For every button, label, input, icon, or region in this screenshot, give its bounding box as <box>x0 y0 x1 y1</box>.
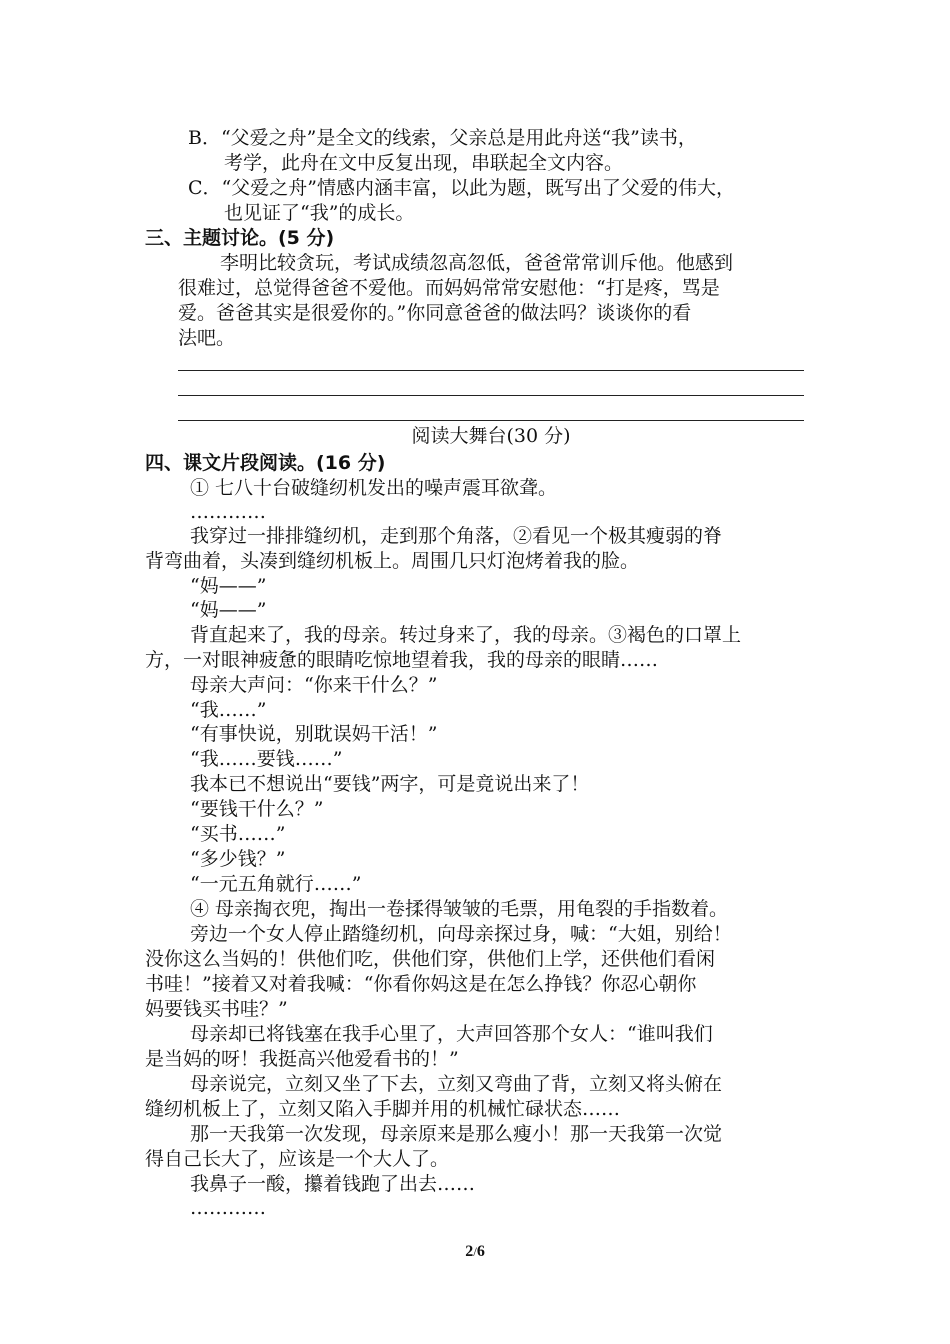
passage-line: “妈——” <box>190 575 267 597</box>
passage-line: 得自己长大了，应该是一个大人了。 <box>145 1148 450 1170</box>
page-total: 6 <box>476 1243 485 1260</box>
answer-line-3[interactable] <box>178 420 804 421</box>
passage-line: “我……要钱……” <box>190 748 343 770</box>
option-b-line-2: 考学，此舟在文中反复出现，串联起全文内容。 <box>224 152 624 174</box>
section-3-line: 爱。爸爸其实是很爱你的。”你同意爸爸的做法吗？谈谈你的看 <box>178 302 692 324</box>
passage-line: “一元五角就行……” <box>190 873 362 895</box>
passage-line: “我……” <box>190 699 267 721</box>
passage-line: “妈——” <box>190 599 267 621</box>
passage-line: “买书……” <box>190 823 286 845</box>
section-4-heading: 四、课文片段阅读。(16 分) <box>145 452 386 474</box>
answer-line-1[interactable] <box>178 370 804 371</box>
passage-line: 背直起来了，我的母亲。转过身来了，我的母亲。③褐色的口罩上 <box>190 624 742 646</box>
page-current: 2 <box>465 1243 474 1260</box>
passage-line: 是当妈的呀！我挺高兴他爱看书的！” <box>145 1048 459 1070</box>
answer-line-2[interactable] <box>178 395 804 396</box>
passage-line: 旁边一个女人停止踏缝纫机，向母亲探过身，喊：“大姐，别给！ <box>190 923 732 945</box>
section-3-line: 法吧。 <box>178 327 236 349</box>
section-3-line: 李明比较贪玩，考试成绩忽高忽低，爸爸常常训斥他。他感到 <box>220 252 734 274</box>
passage-line: 那一天我第一次发现，母亲原来是那么瘦小！那一天我第一次觉 <box>190 1123 723 1145</box>
passage-line: 妈要钱买书哇？” <box>145 998 288 1020</box>
passage-line: “要钱干什么？” <box>190 798 324 820</box>
passage-line: 方，一对眼神疲惫的眼睛吃惊地望着我，我的母亲的眼睛…… <box>145 649 659 671</box>
page-number <box>0 1243 950 1261</box>
section-3-line: 很难过，总觉得爸爸不爱他。而妈妈常常安慰他：“打是疼，骂是 <box>178 277 720 299</box>
passage-ellipsis: ………… <box>190 501 266 523</box>
passage-line: ④ 母亲掏衣兜，掏出一卷揉得皱皱的毛票，用龟裂的手指数着。 <box>190 898 729 920</box>
passage-line: 母亲说完，立刻又坐了下去，立刻又弯曲了背，立刻又将头俯在 <box>190 1073 723 1095</box>
passage-line: “多少钱？” <box>190 848 286 870</box>
passage-line: 背弯曲着，头凑到缝纫机板上。周围几只灯泡烤着我的脸。 <box>145 550 640 572</box>
passage-line: 没你这么当妈的！供他们吃，供他们穿，供他们上学，还供他们看闲 <box>145 948 716 970</box>
passage-line: 母亲大声问：“你来干什么？” <box>190 674 438 696</box>
passage-line: 书哇！”接着又对着我喊：“你看你妈这是在怎么挣钱？你忍心朝你 <box>145 973 697 995</box>
passage-line: ① 七八十台破缝纫机发出的噪声震耳欲聋。 <box>190 477 558 499</box>
section-banner: 阅读大舞台(30 分) <box>411 425 571 447</box>
option-c-line-2: 也见证了“我”的成长。 <box>224 202 415 224</box>
option-c-line-1: C．“父爱之舟”情感内涵丰富，以此为题，既写出了父爱的伟大， <box>188 177 735 199</box>
passage-line: “有事快说，别耽误妈干活！” <box>190 723 438 745</box>
passage-ellipsis: ………… <box>190 1197 266 1219</box>
page-separator: / <box>473 1244 477 1259</box>
passage-line: 我穿过一排排缝纫机，走到那个角落，②看见一个极其瘦弱的脊 <box>190 525 723 547</box>
section-3-heading: 三、主题讨论。(5 分) <box>145 227 335 249</box>
passage-line: 缝纫机板上了，立刻又陷入手脚并用的机械忙碌状态…… <box>145 1098 621 1120</box>
passage-line: 我鼻子一酸，攥着钱跑了出去…… <box>190 1173 476 1195</box>
option-b-line-1: B．“父爱之舟”是全文的线索，父亲总是用此舟送“我”读书， <box>188 127 697 149</box>
passage-line: 我本已不想说出“要钱”两字，可是竟说出来了！ <box>190 773 590 795</box>
passage-line: 母亲却已将钱塞在我手心里了，大声回答那个女人：“谁叫我们 <box>190 1023 713 1045</box>
